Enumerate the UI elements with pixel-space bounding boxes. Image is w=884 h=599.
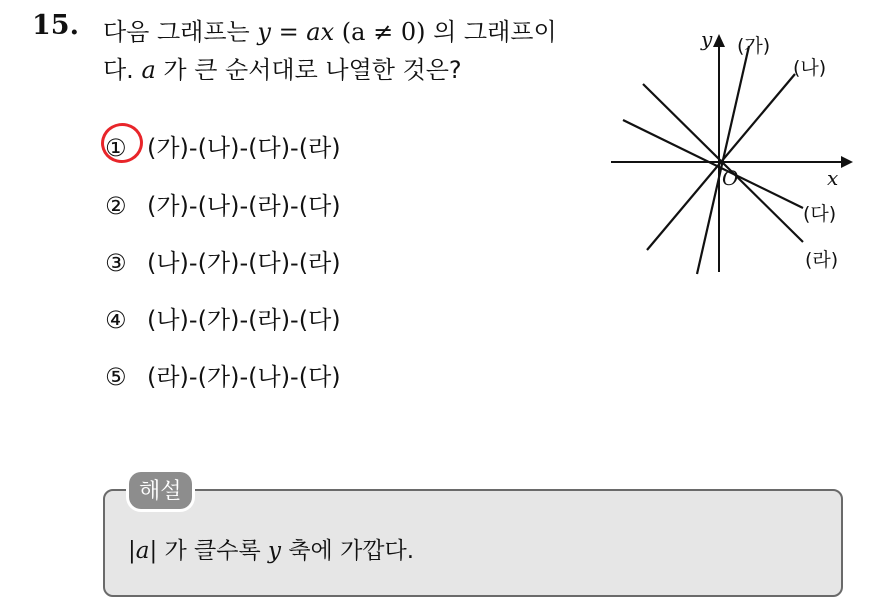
linear-graph [605,22,865,284]
solution-text [128,532,414,565]
choice-number: ① [105,134,127,162]
solution-tag: 해설 [129,472,192,509]
question-text-post-2: 가 큰 순서대로 나열한 것은? [155,56,462,84]
choice-text: (나)-(가)-(다)-(라) [147,249,341,277]
choice-number: ④ [105,306,127,334]
choice-3[interactable] [105,243,341,278]
question-text-post: 의 그래프이 [425,18,557,46]
line-label-na: (나) [793,57,827,79]
choice-2[interactable] [105,186,341,221]
line-label-da: (다) [803,203,837,225]
solution-text-post: 축에 가깝다. [281,538,415,564]
y-axis-label: y [701,27,713,51]
line-label-ga: (가) [737,35,771,57]
choice-text: (나)-(가)-(라)-(다) [147,306,341,334]
line-label-ra: (라) [805,249,839,271]
choice-number: ⑤ [105,363,127,391]
choice-text: (라)-(가)-(나)-(다) [147,363,341,391]
choice-1[interactable] [105,128,341,163]
choice-text: (가)-(나)-(라)-(다) [147,192,341,220]
choice-5[interactable] [105,357,341,392]
question-text-pre: 다음 그래프는 [103,18,258,46]
x-axis-arrow-icon [841,156,853,168]
line-da [623,120,803,208]
y-axis-arrow-icon [713,34,725,47]
origin-label: O [722,166,739,190]
abs-a: |a| [128,538,158,564]
condition: (a ≠ 0) [334,18,426,46]
choice-4[interactable] [105,300,341,335]
choice-text: (가)-(나)-(다)-(라) [147,134,341,162]
solution-text-mid: 가 클수록 [157,538,269,564]
question-text-line-2 [103,50,462,85]
x-axis-label: x [827,166,839,190]
choice-number: ③ [105,249,127,277]
variable-y: y [268,538,282,564]
variable-a: a [141,56,156,84]
question-text-line-1 [103,12,557,47]
question-number: 15. [32,10,79,41]
question-text-pre-2: 다. [103,56,142,84]
choice-number: ② [105,192,127,220]
equation: y = ax [257,18,335,46]
